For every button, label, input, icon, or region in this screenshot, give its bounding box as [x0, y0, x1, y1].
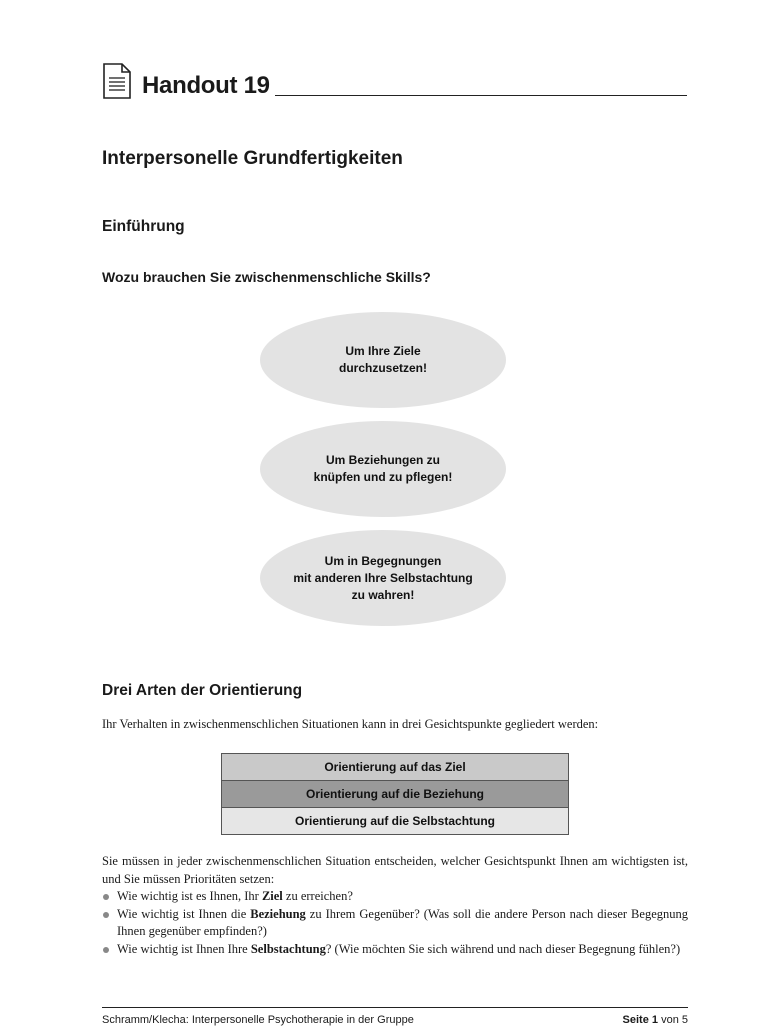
- page-current: 1: [651, 1014, 659, 1026]
- page-title: Interpersonelle Grundfertigkeiten: [102, 148, 403, 169]
- orientation-table: [221, 753, 569, 835]
- list-item: [102, 906, 688, 941]
- bullet-bold: Selbstachtung: [250, 941, 326, 956]
- ellipse-text-line: zu wahren!: [351, 587, 415, 602]
- ellipse-text-line: mit anderen Ihre Selbstachtung: [293, 570, 473, 585]
- bullet-bold: Beziehung: [250, 906, 306, 921]
- ellipse-text-line: durchzusetzen!: [338, 361, 427, 375]
- bullet-text: Wie wichtig ist Ihnen Ihre: [117, 941, 251, 956]
- bullet-icon: [103, 947, 109, 953]
- bullet-icon: [103, 894, 109, 900]
- bullet-text: Wie wichtig ist Ihnen die: [117, 906, 251, 921]
- bullet-text: Wie wichtig ist es Ihnen, Ihr: [117, 889, 262, 903]
- document-icon: [103, 63, 131, 99]
- bullet-text: zu Ihrem Gegenüber? (Was soll die andere Person nach dieser Begegnung Ihnen gegenüber empfinden?): [117, 906, 688, 938]
- ellipse-goals: [260, 312, 506, 408]
- orientation-row-goal: Orientierung auf das Ziel: [222, 754, 568, 780]
- bullet-text: ? (Wie möchten Sie sich während und nach dieser Begegnung fühlen?): [325, 941, 681, 956]
- orientation-intro-text: Ihr Verhalten in zwischenmenschlichen Situationen kann in drei Gesichtspunkte gegliedert werden:: [102, 717, 599, 731]
- ellipse-self-respect: [260, 530, 506, 626]
- handout-title: Handout 19: [142, 72, 270, 99]
- ellipse-text-line: knüpfen und zu pflegen!: [313, 470, 453, 484]
- orientation-row-relationship: Orientierung auf die Beziehung: [222, 780, 568, 807]
- bullet-list: [102, 888, 688, 958]
- section-heading-orientation: Drei Arten der Orientierung: [102, 682, 303, 699]
- list-item: [102, 941, 688, 959]
- page-label: Seite: [622, 1014, 649, 1026]
- footer-citation: Schramm/Klecha: Interpersonelle Psychotherapie in der Gruppe: [102, 1014, 414, 1026]
- body-paragraph: Sie müssen in jeder zwischenmenschlichen Situation entscheiden, welcher Gesichtspunkt Ihnen am wichtigsten ist, und Sie müssen Prioritäten setzen:: [102, 854, 688, 886]
- page-number: [623, 1014, 688, 1026]
- ellipse-text-line: Um in Begegnungen: [324, 553, 442, 568]
- page-total: von 5: [661, 1014, 688, 1026]
- ellipse-text-line: Um Ihre Ziele: [345, 344, 421, 358]
- question-heading: Wozu brauchen Sie zwischenmenschliche Skills?: [102, 269, 431, 285]
- list-item: [102, 888, 688, 906]
- bullet-icon: [103, 912, 109, 918]
- footer-rule: [102, 1007, 688, 1008]
- title-rule: [275, 95, 687, 96]
- bullet-text: zu erreichen?: [282, 889, 353, 903]
- section-heading-intro: Einführung: [102, 218, 185, 235]
- ellipse-text-line: Um Beziehungen zu: [325, 453, 440, 467]
- ellipse-relationships: [260, 421, 506, 517]
- orientation-row-self-respect: Orientierung auf die Selbstachtung: [222, 807, 568, 834]
- bullet-bold: Ziel: [261, 889, 283, 903]
